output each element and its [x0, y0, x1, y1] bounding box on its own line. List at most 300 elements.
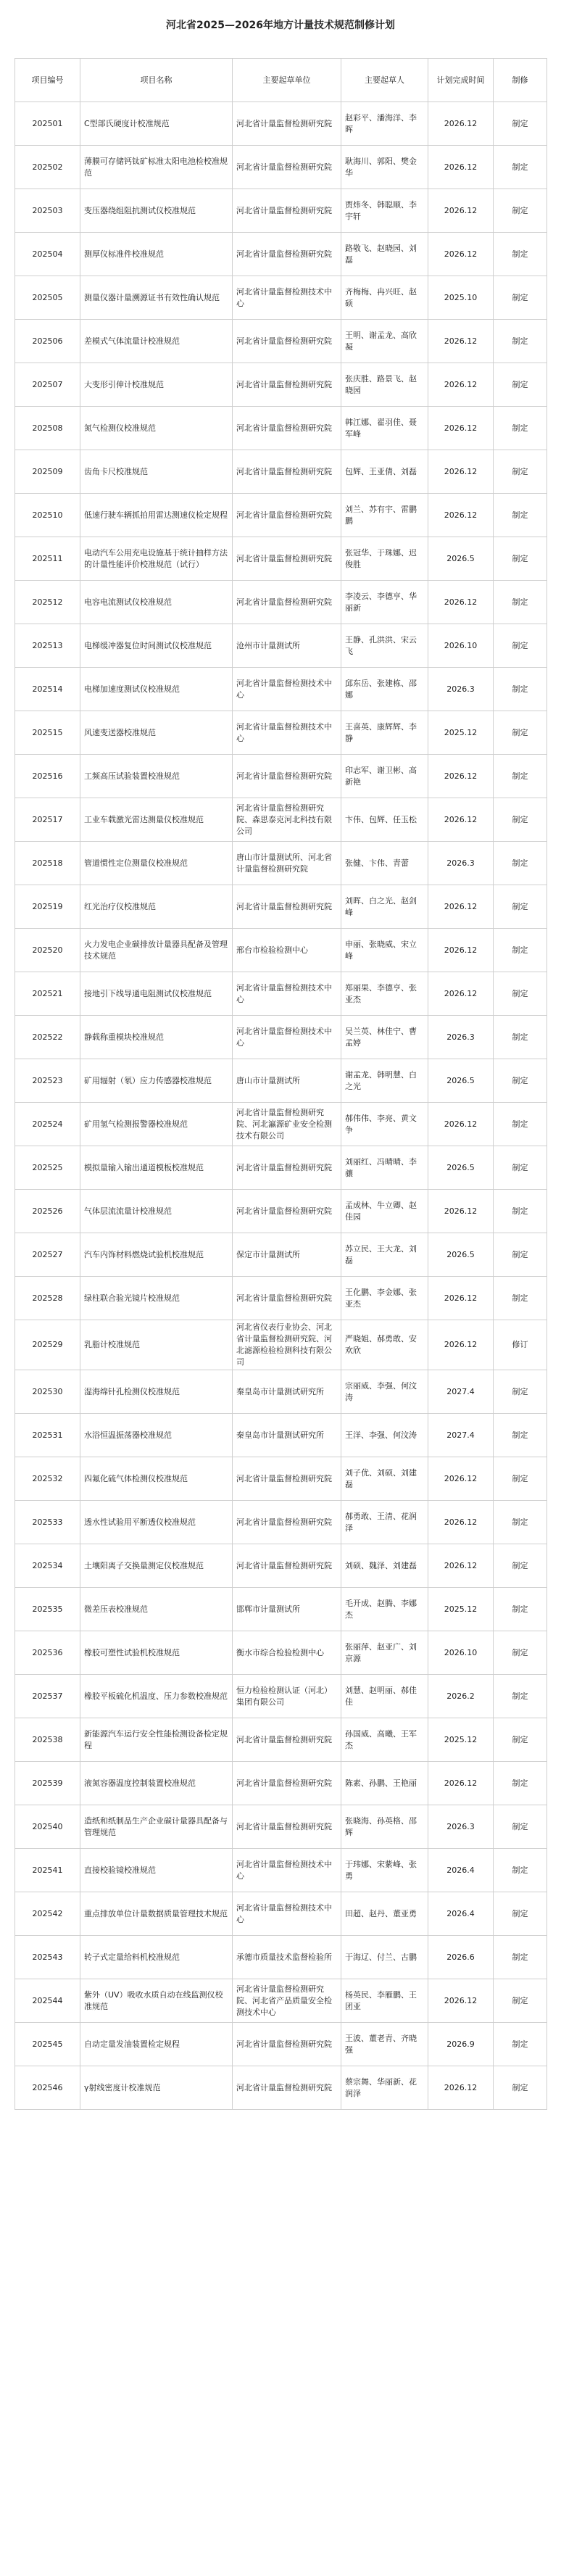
- cell-id: 202507: [15, 363, 80, 407]
- cell-id: 202515: [15, 711, 80, 755]
- cell-unit: 邯郸市计量测试所: [233, 1588, 341, 1631]
- table-header-row: [15, 59, 547, 102]
- header-id: 项目编号: [15, 59, 80, 102]
- cell-unit: 衡水市综合检验检测中心: [233, 1631, 341, 1675]
- cell-unit: 河北省计量监督检测技术中心: [233, 711, 341, 755]
- cell-name: 齿角卡尺校准规范: [80, 450, 233, 494]
- cell-unit: 河北省计量监督检测研究院: [233, 102, 341, 146]
- cell-id: 202509: [15, 450, 80, 494]
- cell-id: 202535: [15, 1588, 80, 1631]
- cell-date: 2026.3: [428, 668, 494, 711]
- table-row: [15, 1501, 547, 1544]
- table-row: [15, 363, 547, 407]
- cell-type: 制定: [494, 1675, 547, 1718]
- cell-id: 202518: [15, 842, 80, 885]
- cell-name: 电梯加速度测试仪校准规范: [80, 668, 233, 711]
- cell-type: 制定: [494, 711, 547, 755]
- cell-type: 制定: [494, 1233, 547, 1277]
- header-unit: 主要起草单位: [233, 59, 341, 102]
- cell-id: 202527: [15, 1233, 80, 1277]
- cell-unit: 沧州市计量测试所: [233, 624, 341, 668]
- table-row: [15, 320, 547, 363]
- cell-type: 制定: [494, 1631, 547, 1675]
- cell-unit: 河北省计量监督检测研究院、森思泰克河北科技有限公司: [233, 798, 341, 842]
- cell-date: 2025.12: [428, 711, 494, 755]
- document-title: 河北省2025—2026年地方计量技术规范制修计划: [166, 20, 395, 31]
- cell-unit: 河北省计量监督检测研究院: [233, 320, 341, 363]
- cell-type: 制定: [494, 581, 547, 624]
- cell-id: 202516: [15, 755, 80, 798]
- table-row: [15, 1370, 547, 1414]
- cell-people: 孙国威、高曦、王军杰: [341, 1718, 428, 1762]
- cell-date: 2025.10: [428, 276, 494, 320]
- cell-unit: 河北省计量监督检测技术中心: [233, 668, 341, 711]
- cell-people: 李凌云、李德亨、华丽新: [341, 581, 428, 624]
- cell-id: 202539: [15, 1762, 80, 1805]
- cell-people: 严晓姐、郝勇敢、安欢欣: [341, 1320, 428, 1370]
- table-row: [15, 668, 547, 711]
- cell-type: 制定: [494, 189, 547, 233]
- cell-people: 刘丽红、冯晴晴、李骧: [341, 1146, 428, 1190]
- cell-unit: 河北省计量监督检测研究院: [233, 363, 341, 407]
- cell-date: 2026.12: [428, 363, 494, 407]
- cell-people: 刘慧、赵明丽、郝佳佳: [341, 1675, 428, 1718]
- cell-name: 模拟量输入输出通道模板校准规范: [80, 1146, 233, 1190]
- cell-type: 制定: [494, 972, 547, 1016]
- cell-type: 制定: [494, 537, 547, 581]
- cell-type: 制定: [494, 755, 547, 798]
- cell-unit: 邢台市检验检测中心: [233, 929, 341, 972]
- cell-people: 刘硕、魏泽、刘建磊: [341, 1544, 428, 1588]
- cell-type: 制定: [494, 1762, 547, 1805]
- cell-people: 刘子优、刘硕、刘建磊: [341, 1457, 428, 1501]
- table-row: [15, 1277, 547, 1320]
- cell-id: 202513: [15, 624, 80, 668]
- cell-people: 杨英民、李雁鹏、王团亚: [341, 1979, 428, 2023]
- cell-people: 于玮娜、宋紫峰、张勇: [341, 1849, 428, 1892]
- cell-people: 王静、孔洪洪、宋云飞: [341, 624, 428, 668]
- cell-people: 吴兰英、林佳宁、曹孟婷: [341, 1016, 428, 1059]
- table-row: [15, 276, 547, 320]
- cell-people: 王喜英、康辉辉、李静: [341, 711, 428, 755]
- cell-people: 陈素、孙鹏、王艳丽: [341, 1762, 428, 1805]
- cell-type: 制定: [494, 1718, 547, 1762]
- cell-unit: 河北省计量监督检测技术中心: [233, 1016, 341, 1059]
- cell-people: 王化鹏、李金娜、张亚杰: [341, 1277, 428, 1320]
- cell-date: 2026.12: [428, 189, 494, 233]
- cell-unit: 河北省计量监督检测研究院: [233, 2066, 341, 2110]
- cell-date: 2026.12: [428, 929, 494, 972]
- cell-unit: 河北省计量监督检测研究院: [233, 2023, 341, 2066]
- cell-people: 王洋、李强、何汶涛: [341, 1414, 428, 1457]
- cell-name: 微差压表校准规范: [80, 1588, 233, 1631]
- cell-date: 2026.4: [428, 1849, 494, 1892]
- cell-type: 制定: [494, 1190, 547, 1233]
- cell-unit: 河北省计量监督检测研究院: [233, 233, 341, 276]
- cell-id: 202537: [15, 1675, 80, 1718]
- cell-id: 202511: [15, 537, 80, 581]
- cell-type: 制定: [494, 233, 547, 276]
- table-row: [15, 233, 547, 276]
- cell-id: 202504: [15, 233, 80, 276]
- cell-name: C型部氏硬度计校准规范: [80, 102, 233, 146]
- cell-type: 制定: [494, 102, 547, 146]
- cell-name: 乳脂计校准规范: [80, 1320, 233, 1370]
- cell-name: 橡胶可塑性试验机校准规范: [80, 1631, 233, 1675]
- cell-unit: 河北省计量监督检测研究院: [233, 885, 341, 929]
- table-row: [15, 1103, 547, 1146]
- table-row: [15, 146, 547, 189]
- cell-id: 202534: [15, 1544, 80, 1588]
- cell-id: 202517: [15, 798, 80, 842]
- cell-id: 202542: [15, 1892, 80, 1936]
- cell-unit: 河北省计量监督检测研究院: [233, 1146, 341, 1190]
- cell-people: 张晓海、孙英格、邵辉: [341, 1805, 428, 1849]
- cell-date: 2026.12: [428, 146, 494, 189]
- cell-id: 202505: [15, 276, 80, 320]
- cell-type: 制定: [494, 1501, 547, 1544]
- cell-name: 转子式定量给料机校准规范: [80, 1936, 233, 1979]
- cell-unit: 河北省计量监督检测技术中心: [233, 276, 341, 320]
- header-date: 计划完成时间: [428, 59, 494, 102]
- cell-id: 202543: [15, 1936, 80, 1979]
- cell-name: 测量仪器计量溯源证书有效性确认规范: [80, 276, 233, 320]
- cell-type: 制定: [494, 2023, 547, 2066]
- cell-people: 宗丽威、李强、何汶涛: [341, 1370, 428, 1414]
- cell-unit: 河北省计量监督检测研究院: [233, 581, 341, 624]
- table-row: [15, 1146, 547, 1190]
- cell-id: 202502: [15, 146, 80, 189]
- header-people: 主要起草人: [341, 59, 428, 102]
- cell-id: 202530: [15, 1370, 80, 1414]
- cell-name: 土壤阳离子交换量测定仪校准规范: [80, 1544, 233, 1588]
- cell-id: 202533: [15, 1501, 80, 1544]
- cell-name: 电梯缓冲器复位时间测试仪校准规范: [80, 624, 233, 668]
- cell-name: 工业车载激光雷达测量仪校准规范: [80, 798, 233, 842]
- table-row: [15, 1718, 547, 1762]
- cell-people: 孟成林、牛立卿、赵佳园: [341, 1190, 428, 1233]
- cell-date: 2026.3: [428, 842, 494, 885]
- cell-unit: 河北省计量监督检测研究院: [233, 1762, 341, 1805]
- cell-date: 2025.12: [428, 1718, 494, 1762]
- cell-people: 贾炜冬、韩聪顺、李宇轩: [341, 189, 428, 233]
- cell-unit: 河北省计量监督检测研究院: [233, 146, 341, 189]
- table-body: [15, 102, 547, 2110]
- cell-date: 2026.12: [428, 798, 494, 842]
- cell-people: 赵彩平、潘海洋、李晖: [341, 102, 428, 146]
- table-row: [15, 1320, 547, 1370]
- table-row: [15, 2023, 547, 2066]
- cell-type: 制定: [494, 1016, 547, 1059]
- cell-id: 202532: [15, 1457, 80, 1501]
- cell-name: 风速变送器校准规范: [80, 711, 233, 755]
- cell-date: 2026.9: [428, 2023, 494, 2066]
- cell-unit: 河北省仪表行业协会、河北省计量监督检测研究院、河北滤源检验检测科技有限公司: [233, 1320, 341, 1370]
- cell-unit: 恒力检验检测认证（河北）集团有限公司: [233, 1675, 341, 1718]
- cell-date: 2026.12: [428, 102, 494, 146]
- cell-type: 制定: [494, 1892, 547, 1936]
- table-row: [15, 1414, 547, 1457]
- cell-id: 202501: [15, 102, 80, 146]
- cell-type: 制定: [494, 1103, 547, 1146]
- table-row: [15, 1190, 547, 1233]
- cell-type: 制定: [494, 1979, 547, 2023]
- cell-date: 2026.5: [428, 1059, 494, 1103]
- cell-date: 2026.6: [428, 1936, 494, 1979]
- table-row: [15, 1762, 547, 1805]
- cell-date: 2026.12: [428, 885, 494, 929]
- cell-type: 制定: [494, 1370, 547, 1414]
- cell-name: 气体层流流量计校准规范: [80, 1190, 233, 1233]
- cell-unit: 河北省计量监督检测技术中心: [233, 1849, 341, 1892]
- table-row: [15, 450, 547, 494]
- cell-unit: 河北省计量监督检测研究院: [233, 755, 341, 798]
- cell-date: 2025.12: [428, 1588, 494, 1631]
- cell-people: 王明、谢孟龙、高欣凝: [341, 320, 428, 363]
- cell-id: 202508: [15, 407, 80, 450]
- table-row: [15, 1233, 547, 1277]
- table-row: [15, 798, 547, 842]
- cell-type: 制定: [494, 624, 547, 668]
- cell-id: 202510: [15, 494, 80, 537]
- cell-unit: 秦皇岛市计量测试研究所: [233, 1370, 341, 1414]
- cell-date: 2026.12: [428, 755, 494, 798]
- cell-id: 202526: [15, 1190, 80, 1233]
- cell-date: 2026.12: [428, 1103, 494, 1146]
- table-row: [15, 102, 547, 146]
- cell-name: 差模式气体流量计校准规范: [80, 320, 233, 363]
- cell-people: 刘晖、白之光、赵剑峰: [341, 885, 428, 929]
- cell-date: 2026.12: [428, 1457, 494, 1501]
- cell-name: 橡胶平板硫化机温度、压力参数校准规范: [80, 1675, 233, 1718]
- table-row: [15, 537, 547, 581]
- cell-people: 卞伟、包辉、任玉松: [341, 798, 428, 842]
- cell-name: 水浴恒温振荡器校准规范: [80, 1414, 233, 1457]
- cell-people: 郝勇敢、王清、花润泽: [341, 1501, 428, 1544]
- table-row: [15, 1979, 547, 2023]
- cell-people: 王波、董老青、齐晓强: [341, 2023, 428, 2066]
- cell-name: 电容电流测试仪校准规范: [80, 581, 233, 624]
- cell-type: 修订: [494, 1320, 547, 1370]
- cell-id: 202520: [15, 929, 80, 972]
- table-row: [15, 1059, 547, 1103]
- cell-people: 田超、赵丹、董亚勇: [341, 1892, 428, 1936]
- cell-type: 制定: [494, 1936, 547, 1979]
- cell-unit: 河北省计量监督检测研究院: [233, 1190, 341, 1233]
- cell-name: 薄膜可存储钙钛矿标准太阳电池检校准规范: [80, 146, 233, 189]
- cell-name: 矿用氢气检测报警器校准规范: [80, 1103, 233, 1146]
- cell-unit: 河北省计量监督检测研究院: [233, 494, 341, 537]
- cell-date: 2026.2: [428, 1675, 494, 1718]
- cell-name: 变压器绕组阻抗测试仪校准规范: [80, 189, 233, 233]
- cell-date: 2026.12: [428, 1979, 494, 2023]
- table-row: [15, 1849, 547, 1892]
- table-row: [15, 885, 547, 929]
- cell-unit: 承德市质量技术监督检验所: [233, 1936, 341, 1979]
- cell-people: 包辉、王亚倩、刘磊: [341, 450, 428, 494]
- cell-unit: 河北省计量监督检测研究院: [233, 450, 341, 494]
- cell-type: 制定: [494, 1805, 547, 1849]
- cell-type: 制定: [494, 1146, 547, 1190]
- cell-date: 2026.10: [428, 624, 494, 668]
- cell-type: 制定: [494, 450, 547, 494]
- cell-id: 202525: [15, 1146, 80, 1190]
- cell-type: 制定: [494, 1588, 547, 1631]
- cell-people: 张丽萍、赵亚广、刘京源: [341, 1631, 428, 1675]
- cell-people: 申丽、张晓威、宋立峰: [341, 929, 428, 972]
- cell-unit: 河北省计量监督检测研究院: [233, 537, 341, 581]
- cell-unit: 河北省计量监督检测研究院: [233, 1501, 341, 1544]
- table-row: [15, 1675, 547, 1718]
- cell-type: 制定: [494, 1544, 547, 1588]
- cell-date: 2026.12: [428, 1544, 494, 1588]
- cell-name: 湿海绵针孔检测仪校准规范: [80, 1370, 233, 1414]
- cell-people: 郑丽果、李德亨、张亚杰: [341, 972, 428, 1016]
- cell-date: 2026.12: [428, 407, 494, 450]
- cell-people: 邱东岳、张建栋、邵娜: [341, 668, 428, 711]
- table-row: [15, 1892, 547, 1936]
- table-row: [15, 1016, 547, 1059]
- header-name: 项目名称: [80, 59, 233, 102]
- cell-date: 2027.4: [428, 1370, 494, 1414]
- cell-id: 202524: [15, 1103, 80, 1146]
- cell-people: 齐梅梅、冉兴旺、赵硕: [341, 276, 428, 320]
- table-row: [15, 1805, 547, 1849]
- cell-name: 接地引下线导通电阻测试仪校准规范: [80, 972, 233, 1016]
- cell-unit: 河北省计量监督检测研究院: [233, 1457, 341, 1501]
- cell-unit: 唐山市计量测试所、河北省计量监督检测研究院: [233, 842, 341, 885]
- cell-people: 韩江娜、翟羽佳、聂军峰: [341, 407, 428, 450]
- cell-name: 管道惯性定位测量仪校准规范: [80, 842, 233, 885]
- table-row: [15, 581, 547, 624]
- cell-people: 于海辽、付兰、古鹏: [341, 1936, 428, 1979]
- table-row: [15, 189, 547, 233]
- cell-name: 四氟化硫气体检测仪校准规范: [80, 1457, 233, 1501]
- cell-type: 制定: [494, 276, 547, 320]
- cell-type: 制定: [494, 363, 547, 407]
- cell-date: 2026.12: [428, 233, 494, 276]
- cell-date: 2026.12: [428, 581, 494, 624]
- table-row: [15, 755, 547, 798]
- cell-name: 汽车内饰材料燃烧试验机校准规范: [80, 1233, 233, 1277]
- cell-name: 氮气检测仪校准规范: [80, 407, 233, 450]
- cell-name: 造纸和纸制品生产企业碳计量器具配备与管理规范: [80, 1805, 233, 1849]
- cell-people: 蔡宗舞、华丽新、花润泽: [341, 2066, 428, 2110]
- cell-type: 制定: [494, 1414, 547, 1457]
- cell-name: 大变形引伸计校准规范: [80, 363, 233, 407]
- cell-date: 2026.5: [428, 1146, 494, 1190]
- cell-unit: 河北省计量监督检测研究院、河北瀛源矿业安全检测技术有限公司: [233, 1103, 341, 1146]
- cell-name: 红光治疗仪校准规范: [80, 885, 233, 929]
- cell-type: 制定: [494, 798, 547, 842]
- cell-date: 2026.12: [428, 972, 494, 1016]
- cell-name: 直接校验镜校准规范: [80, 1849, 233, 1892]
- cell-name: 测厚仪标准件校准规范: [80, 233, 233, 276]
- cell-id: 202540: [15, 1805, 80, 1849]
- table-row: [15, 407, 547, 450]
- cell-id: 202522: [15, 1016, 80, 1059]
- cell-type: 制定: [494, 1457, 547, 1501]
- cell-name: 透水性试验用平断透仪校准规范: [80, 1501, 233, 1544]
- cell-type: 制定: [494, 885, 547, 929]
- cell-type: 制定: [494, 320, 547, 363]
- cell-unit: 河北省计量监督检测研究院、河北省产品质量安全检测技术中心: [233, 1979, 341, 2023]
- table-row: [15, 1631, 547, 1675]
- cell-name: 火力发电企业碳排放计量器具配备及管理技术规范: [80, 929, 233, 972]
- cell-type: 制定: [494, 842, 547, 885]
- cell-unit: 秦皇岛市计量测试研究所: [233, 1414, 341, 1457]
- cell-date: 2026.12: [428, 494, 494, 537]
- cell-date: 2027.4: [428, 1414, 494, 1457]
- cell-id: 202523: [15, 1059, 80, 1103]
- cell-people: 印志军、谢卫彬、高新艳: [341, 755, 428, 798]
- cell-type: 制定: [494, 929, 547, 972]
- table-row: [15, 972, 547, 1016]
- cell-type: 制定: [494, 1277, 547, 1320]
- table-row: [15, 711, 547, 755]
- cell-id: 202512: [15, 581, 80, 624]
- cell-id: 202519: [15, 885, 80, 929]
- cell-name: 矿用辐射（氡）应力传感器校准规范: [80, 1059, 233, 1103]
- cell-id: 202538: [15, 1718, 80, 1762]
- cell-name: 静载称重模块校准规范: [80, 1016, 233, 1059]
- cell-id: 202514: [15, 668, 80, 711]
- cell-date: 2026.12: [428, 1762, 494, 1805]
- cell-date: 2026.4: [428, 1892, 494, 1936]
- cell-unit: 河北省计量监督检测研究院: [233, 407, 341, 450]
- cell-type: 制定: [494, 1849, 547, 1892]
- cell-name: 电动汽车公用充电设施基于统计抽样方法的计量性能评价校准规范（试行）: [80, 537, 233, 581]
- cell-date: 2026.12: [428, 1190, 494, 1233]
- cell-people: 耿海川、郭阳、樊金华: [341, 146, 428, 189]
- cell-name: 低速行驶车辆抓拍用雷达测速仪检定规程: [80, 494, 233, 537]
- cell-name: γ射线密度计校准规范: [80, 2066, 233, 2110]
- cell-date: 2026.10: [428, 1631, 494, 1675]
- cell-type: 制定: [494, 2066, 547, 2110]
- cell-unit: 保定市计量测试所: [233, 1233, 341, 1277]
- cell-id: 202531: [15, 1414, 80, 1457]
- cell-date: 2026.12: [428, 1501, 494, 1544]
- cell-date: 2026.12: [428, 2066, 494, 2110]
- cell-date: 2026.12: [428, 1277, 494, 1320]
- cell-type: 制定: [494, 146, 547, 189]
- cell-people: 张健、卞伟、青蕾: [341, 842, 428, 885]
- cell-unit: 唐山市计量测试所: [233, 1059, 341, 1103]
- cell-id: 202541: [15, 1849, 80, 1892]
- table-row: [15, 1544, 547, 1588]
- cell-unit: 河北省计量监督检测研究院: [233, 1805, 341, 1849]
- table-row: [15, 494, 547, 537]
- cell-unit: 河北省计量监督检测技术中心: [233, 1892, 341, 1936]
- cell-id: 202544: [15, 1979, 80, 2023]
- cell-name: 绿柱联合验光镜片校准规范: [80, 1277, 233, 1320]
- cell-people: 毛开成、赵腾、李娜杰: [341, 1588, 428, 1631]
- cell-date: 2026.12: [428, 320, 494, 363]
- table-row: [15, 929, 547, 972]
- cell-id: 202503: [15, 189, 80, 233]
- table-row: [15, 842, 547, 885]
- cell-people: 郝伟伟、李亮、黄文争: [341, 1103, 428, 1146]
- cell-unit: 河北省计量监督检测研究院: [233, 189, 341, 233]
- cell-name: 液氮容器温度控制装置校准规范: [80, 1762, 233, 1805]
- cell-date: 2026.3: [428, 1016, 494, 1059]
- table-row: [15, 1588, 547, 1631]
- cell-id: 202521: [15, 972, 80, 1016]
- cell-date: 2026.5: [428, 1233, 494, 1277]
- cell-people: 张冠华、于珠娜、迟俊胜: [341, 537, 428, 581]
- cell-name: 新能源汽车运行安全性能检测设备检定规程: [80, 1718, 233, 1762]
- plan-table: [14, 58, 547, 2110]
